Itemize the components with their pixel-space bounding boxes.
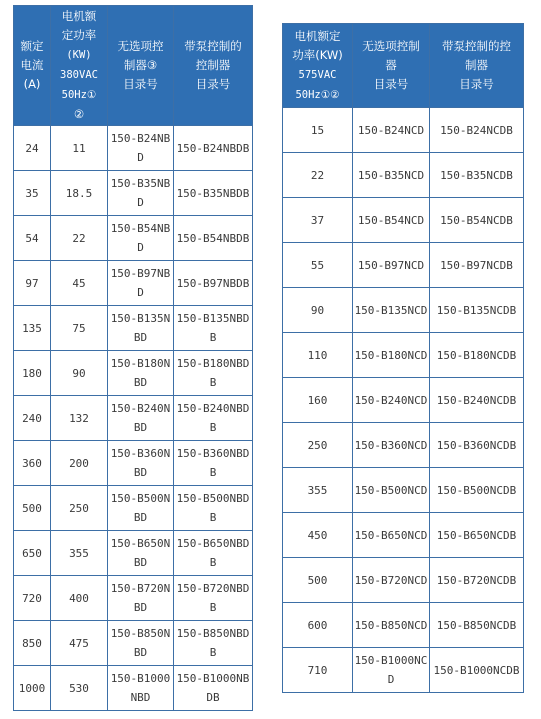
rated-current-cell: 180: [14, 351, 51, 396]
table-row: [14, 396, 253, 441]
no-option-catalog-cell: 150-B97NCD: [353, 243, 430, 288]
rated-current-cell: 1000: [14, 666, 51, 711]
left-header-row: [14, 6, 253, 126]
motor-power-cell: 18.5: [51, 171, 108, 216]
pump-catalog-cell: 150-B850NBDB: [174, 621, 253, 666]
pump-catalog-cell: 150-B1000NCDB: [430, 648, 524, 693]
motor-power-cell: 250: [283, 423, 353, 468]
left-table-header: [14, 6, 253, 126]
pump-catalog-cell: 150-B24NBDB: [174, 126, 253, 171]
pump-catalog-cell: 150-B720NCDB: [430, 558, 524, 603]
no-option-catalog-cell: 150-B360NCD: [353, 423, 430, 468]
pump-catalog-cell: 150-B360NCDB: [430, 423, 524, 468]
right-header-motor-power: 电机额定 功率(KW) 575VAC 50Hz①②: [283, 24, 353, 108]
left-header-no-option-catalog: 无选项控 制器③ 目录号: [108, 6, 174, 126]
no-option-catalog-cell: 150-B650NBD: [108, 531, 174, 576]
no-option-catalog-cell: 150-B720NCD: [353, 558, 430, 603]
table-row: [14, 261, 253, 306]
no-option-catalog-cell: 150-B180NBD: [108, 351, 174, 396]
pump-catalog-cell: 150-B240NCDB: [430, 378, 524, 423]
motor-power-cell: 450: [283, 513, 353, 558]
pump-catalog-cell: 150-B720NBDB: [174, 576, 253, 621]
table-row: [283, 648, 524, 693]
left-table-body: [14, 126, 253, 711]
pump-catalog-cell: 150-B97NCDB: [430, 243, 524, 288]
pump-catalog-cell: 150-B360NBDB: [174, 441, 253, 486]
right-table-header: [283, 24, 524, 108]
table-row: [14, 531, 253, 576]
motor-power-cell: 15: [283, 108, 353, 153]
table-row: [14, 216, 253, 261]
table-row: [283, 378, 524, 423]
no-option-catalog-cell: 150-B1000NCD: [353, 648, 430, 693]
motor-power-cell: 400: [51, 576, 108, 621]
table-row: [14, 576, 253, 621]
motor-power-cell: 90: [51, 351, 108, 396]
motor-power-cell: 132: [51, 396, 108, 441]
no-option-catalog-cell: 150-B360NBD: [108, 441, 174, 486]
table-row: [14, 441, 253, 486]
no-option-catalog-cell: 150-B135NCD: [353, 288, 430, 333]
pump-catalog-cell: 150-B180NBDB: [174, 351, 253, 396]
left-header-pump-catalog: 带泵控制的 控制器 目录号: [174, 6, 253, 126]
rated-current-cell: 35: [14, 171, 51, 216]
pump-catalog-cell: 150-B54NBDB: [174, 216, 253, 261]
no-option-catalog-cell: 150-B135NBD: [108, 306, 174, 351]
rated-current-cell: 135: [14, 306, 51, 351]
table-row: [14, 666, 253, 711]
pump-catalog-cell: 150-B650NBDB: [174, 531, 253, 576]
no-option-catalog-cell: 150-B54NBD: [108, 216, 174, 261]
no-option-catalog-cell: 150-B850NCD: [353, 603, 430, 648]
pump-catalog-cell: 150-B35NBDB: [174, 171, 253, 216]
pump-catalog-cell: 150-B500NBDB: [174, 486, 253, 531]
pump-catalog-cell: 150-B850NCDB: [430, 603, 524, 648]
no-option-catalog-cell: 150-B720NBD: [108, 576, 174, 621]
table-row: [283, 423, 524, 468]
left-header-motor-power: 电机额 定功率 (KW) 380VAC 50Hz① ②: [51, 6, 108, 126]
motor-power-cell: 475: [51, 621, 108, 666]
rated-current-cell: 650: [14, 531, 51, 576]
no-option-catalog-cell: 150-B24NBD: [108, 126, 174, 171]
motor-power-cell: 37: [283, 198, 353, 243]
left-catalog-table: [13, 5, 253, 711]
no-option-catalog-cell: 150-B240NBD: [108, 396, 174, 441]
pump-catalog-cell: 150-B35NCDB: [430, 153, 524, 198]
motor-power-cell: 250: [51, 486, 108, 531]
rated-current-cell: 850: [14, 621, 51, 666]
motor-power-cell: 200: [51, 441, 108, 486]
motor-power-cell: 600: [283, 603, 353, 648]
right-catalog-table: [282, 23, 524, 693]
motor-power-cell: 22: [51, 216, 108, 261]
table-row: [283, 333, 524, 378]
table-row: [14, 126, 253, 171]
no-option-catalog-cell: 150-B650NCD: [353, 513, 430, 558]
table-row: [283, 108, 524, 153]
pump-catalog-cell: 150-B650NCDB: [430, 513, 524, 558]
pump-catalog-cell: 150-B180NCDB: [430, 333, 524, 378]
motor-power-cell: 90: [283, 288, 353, 333]
pump-catalog-cell: 150-B500NCDB: [430, 468, 524, 513]
table-row: [14, 306, 253, 351]
pump-catalog-cell: 150-B135NCDB: [430, 288, 524, 333]
motor-power-cell: 355: [51, 531, 108, 576]
pump-catalog-cell: 150-B135NBDB: [174, 306, 253, 351]
pump-catalog-cell: 150-B97NBDB: [174, 261, 253, 306]
no-option-catalog-cell: 150-B850NBD: [108, 621, 174, 666]
no-option-catalog-cell: 150-B35NBD: [108, 171, 174, 216]
pump-catalog-cell: 150-B24NCDB: [430, 108, 524, 153]
right-header-no-option-catalog: 无选项控制 器 目录号: [353, 24, 430, 108]
motor-power-cell: 160: [283, 378, 353, 423]
no-option-catalog-cell: 150-B1000NBD: [108, 666, 174, 711]
motor-power-cell: 710: [283, 648, 353, 693]
motor-power-cell: 75: [51, 306, 108, 351]
no-option-catalog-cell: 150-B500NCD: [353, 468, 430, 513]
motor-power-cell: 22: [283, 153, 353, 198]
table-row: [14, 486, 253, 531]
motor-power-cell: 55: [283, 243, 353, 288]
table-row: [283, 288, 524, 333]
no-option-catalog-cell: 150-B240NCD: [353, 378, 430, 423]
rated-current-cell: 54: [14, 216, 51, 261]
table-row: [14, 621, 253, 666]
rated-current-cell: 500: [14, 486, 51, 531]
pump-catalog-cell: 150-B240NBDB: [174, 396, 253, 441]
pump-catalog-cell: 150-B54NCDB: [430, 198, 524, 243]
table-row: [283, 243, 524, 288]
table-row: [14, 171, 253, 216]
rated-current-cell: 240: [14, 396, 51, 441]
right-header-pump-catalog: 带泵控制的控 制器 目录号: [430, 24, 524, 108]
no-option-catalog-cell: 150-B180NCD: [353, 333, 430, 378]
motor-power-cell: 500: [283, 558, 353, 603]
no-option-catalog-cell: 150-B97NBD: [108, 261, 174, 306]
rated-current-cell: 720: [14, 576, 51, 621]
left-header-rated-current: 额定 电流 (A): [14, 6, 51, 126]
table-row: [283, 603, 524, 648]
table-row: [283, 558, 524, 603]
table-row: [283, 198, 524, 243]
motor-power-cell: 11: [51, 126, 108, 171]
pump-catalog-cell: 150-B1000NBDB: [174, 666, 253, 711]
rated-current-cell: 97: [14, 261, 51, 306]
motor-power-cell: 45: [51, 261, 108, 306]
no-option-catalog-cell: 150-B500NBD: [108, 486, 174, 531]
right-header-row: [283, 24, 524, 108]
table-row: [283, 513, 524, 558]
motor-power-cell: 530: [51, 666, 108, 711]
rated-current-cell: 24: [14, 126, 51, 171]
no-option-catalog-cell: 150-B24NCD: [353, 108, 430, 153]
right-table-body: [283, 108, 524, 693]
table-row: [14, 351, 253, 396]
rated-current-cell: 360: [14, 441, 51, 486]
table-row: [283, 153, 524, 198]
motor-power-cell: 355: [283, 468, 353, 513]
no-option-catalog-cell: 150-B35NCD: [353, 153, 430, 198]
no-option-catalog-cell: 150-B54NCD: [353, 198, 430, 243]
table-row: [283, 468, 524, 513]
motor-power-cell: 110: [283, 333, 353, 378]
